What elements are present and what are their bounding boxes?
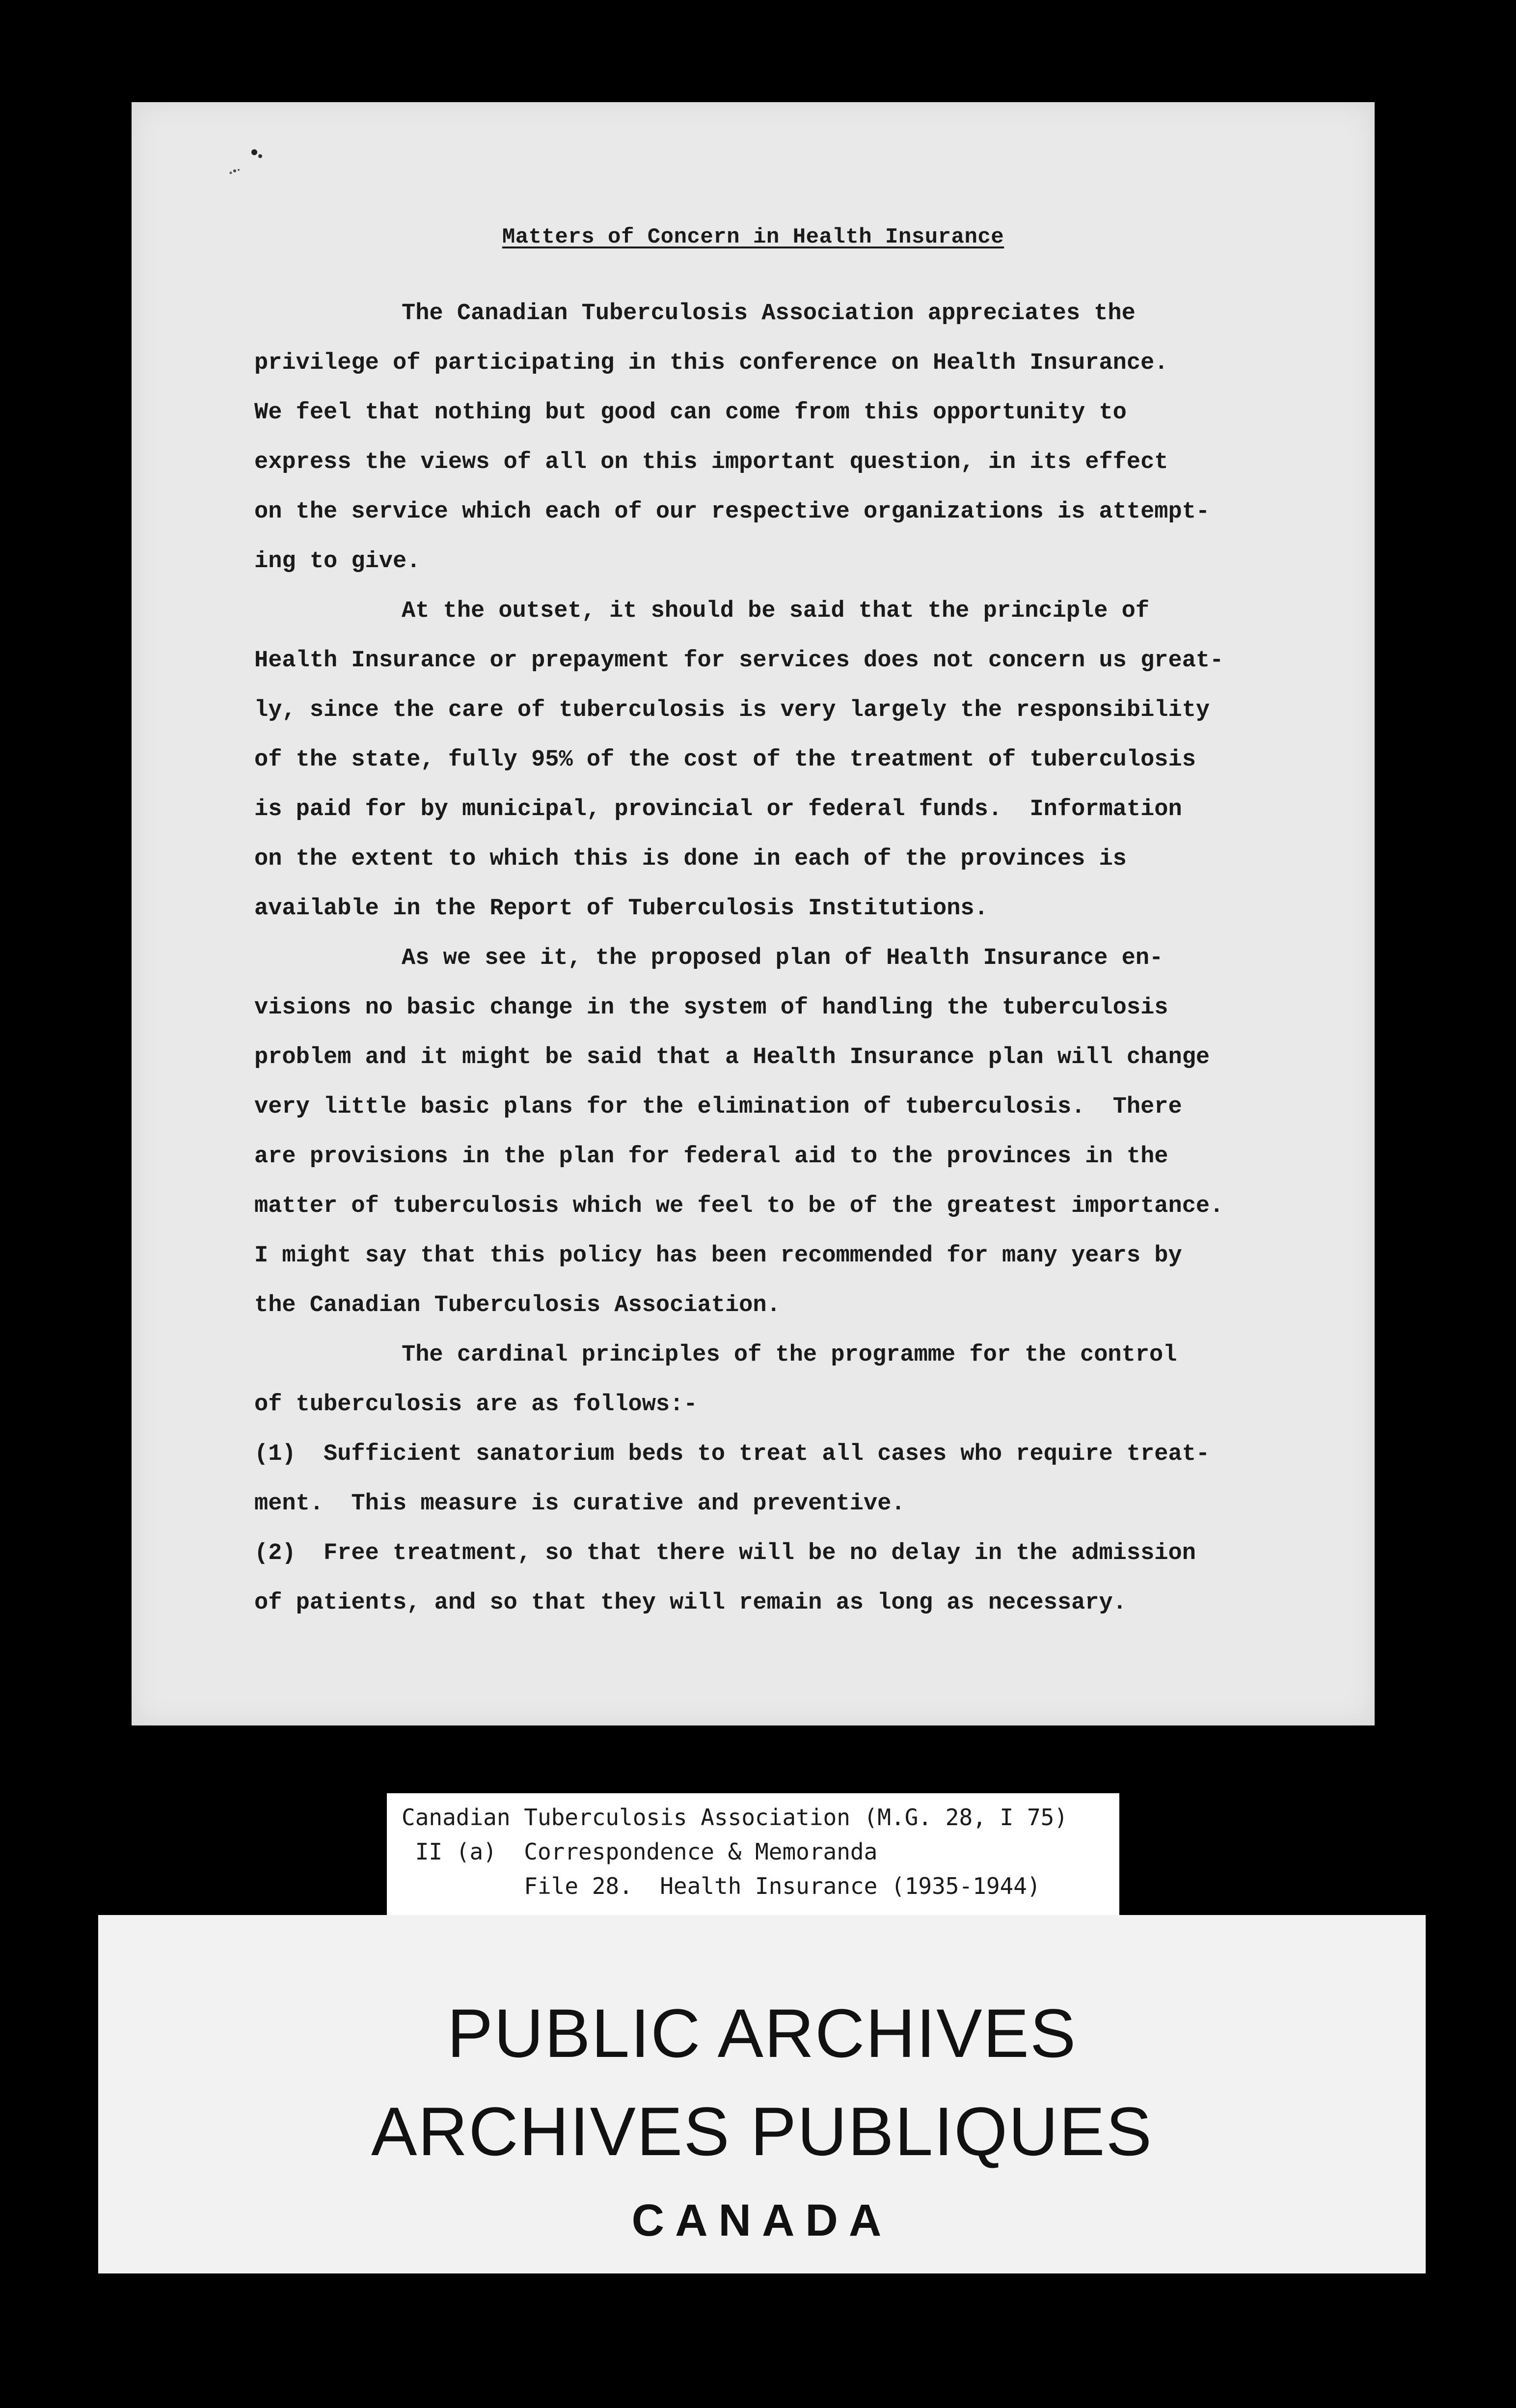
body-line: on the extent to which this is done in each of the provinces is (254, 846, 1127, 872)
body-line: Health Insurance or prepayment for services does not concern us great- (254, 648, 1224, 674)
archive-reference-label (387, 1793, 1119, 1916)
body-line: very little basic plans for the elimination of tuberculosis. There (254, 1094, 1182, 1120)
body-line: ing to give. (254, 548, 421, 575)
body-line: is paid for by municipal, provincial or federal funds. Information (254, 796, 1182, 822)
body-line: (1) Sufficient sanatorium beds to treat all cases who require treat- (254, 1441, 1210, 1467)
public-archives-stamp (98, 1915, 1426, 2273)
body-line: I might say that this policy has been recommended for many years by (254, 1243, 1182, 1269)
body-line: We feel that nothing but good can come from this opportunity to (254, 400, 1127, 426)
typewritten-page (132, 102, 1375, 1725)
body-line: ly, since the care of tuberculosis is very largely the responsibility (254, 697, 1210, 723)
document-body (254, 289, 1285, 1628)
stamp-line-english: PUBLIC ARCHIVES (447, 1995, 1077, 2072)
body-line: problem and it might be said that a Health Insurance plan will change (254, 1044, 1210, 1070)
body-line: on the service which each of our respective organizations is attempt- (254, 499, 1210, 525)
body-line: At the outset, it should be said that the principle of (402, 598, 1150, 624)
body-line: are provisions in the plan for federal aid to the provinces in the (254, 1144, 1168, 1170)
archive-label-line-1: Canadian Tuberculosis Association (M.G. 28, I 75) (402, 1804, 1068, 1831)
body-line: privilege of participating in this conference on Health Insurance. (254, 350, 1168, 376)
ink-specks (176, 122, 274, 181)
body-line: matter of tuberculosis which we feel to be of the greatest importance. (254, 1193, 1224, 1219)
body-line: express the views of all on this important question, in its effect (254, 449, 1168, 475)
body-line: of patients, and so that they will remain as long as necessary. (254, 1590, 1127, 1616)
archive-label-line-2: II (a) Correspondence & Memoranda (402, 1838, 878, 1865)
body-line: The Canadian Tuberculosis Association appreciates the (402, 301, 1136, 327)
stamp-line-french: ARCHIVES PUBLIQUES (371, 2093, 1153, 2170)
body-line: available in the Report of Tuberculosis Institutions. (254, 896, 988, 922)
archive-label-line-3: File 28. Health Insurance (1935-1944) (402, 1873, 1041, 1899)
body-line: As we see it, the proposed plan of Health Insurance en- (402, 945, 1164, 971)
document-title: Matters of Concern in Health Insurance (502, 225, 1004, 249)
body-line: (2) Free treatment, so that there will be no delay in the admission (254, 1540, 1196, 1566)
body-line: visions no basic change in the system of handling the tuberculosis (254, 995, 1168, 1021)
body-line: of tuberculosis are as follows:- (254, 1392, 698, 1418)
stamp-line-country: CANADA (631, 2195, 893, 2245)
body-line: ment. This measure is curative and preventive. (254, 1491, 905, 1517)
body-line: The cardinal principles of the programme for the control (402, 1342, 1177, 1368)
body-line: of the state, fully 95% of the cost of the treatment of tuberculosis (254, 747, 1196, 773)
body-line: the Canadian Tuberculosis Association. (254, 1292, 781, 1318)
